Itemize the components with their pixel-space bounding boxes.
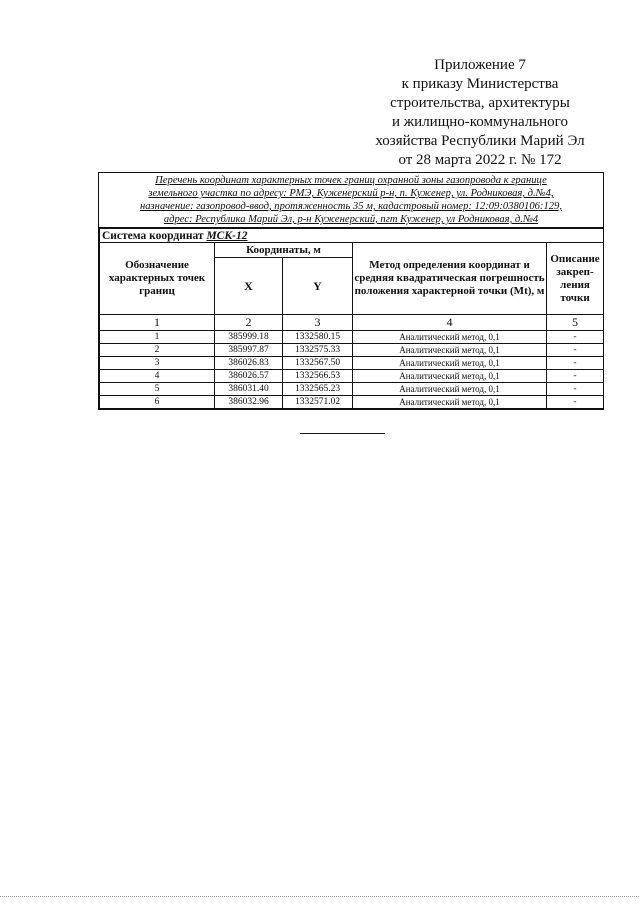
table-row [100,370,604,383]
cell-point: 6 [100,396,215,409]
cell-x: 385999.18 [215,331,283,344]
closing-rule [300,433,385,434]
zone-description [99,173,603,228]
cell-method: Аналитический метод, 0,1 [353,370,547,383]
table-row [100,331,604,344]
description-line: Перечень координат характерных точек границ охранной зоны газопровода к границе [155,175,547,186]
cell-y: 1332580.15 [283,331,353,344]
appendix-line: и жилищно-коммунального [392,114,568,130]
description-line: назначение: газопровод-ввод, протяженность 35 м, кадастровый номер: 12:09:0380106:129, [140,201,562,212]
coordinate-system [100,229,604,243]
header-coordinates: Координаты, м [215,243,353,258]
cell-fix: - [547,331,604,344]
cell-fix: - [547,357,604,370]
cell-x: 386026.83 [215,357,283,370]
cell-point: 4 [100,370,215,383]
cell-fix: - [547,383,604,396]
cell-fix: - [547,396,604,409]
cell-method: Аналитический метод, 0,1 [353,344,547,357]
coordinate-system-value: МСК-12 [206,229,248,242]
table-row [100,383,604,396]
column-number: 2 [215,315,283,331]
cell-y: 1332566.53 [283,370,353,383]
cell-y: 1332565.23 [283,383,353,396]
coordinate-system-label: Система координат [102,229,204,242]
cell-method: Аналитический метод, 0,1 [353,383,547,396]
table-row [100,357,604,370]
cell-y: 1332567.50 [283,357,353,370]
page-bottom-edge [0,896,639,897]
appendix-line: Приложение 7 [434,57,526,73]
column-number: 3 [283,315,353,331]
header-x: X [215,258,283,315]
appendix-line: к приказу Министерства [401,76,559,92]
cell-fix: - [547,344,604,357]
header-method: Метод определения координат и средняя квадратическая погрешность положения характерной точки (Mt), м [353,243,547,315]
cell-y: 1332575.33 [283,344,353,357]
cell-method: Аналитический метод, 0,1 [353,331,547,344]
appendix-header [330,56,630,170]
coordinates-document-frame [98,172,604,410]
cell-point: 1 [100,331,215,344]
cell-x: 386031.40 [215,383,283,396]
cell-method: Аналитический метод, 0,1 [353,357,547,370]
cell-point: 3 [100,357,215,370]
header-description: Описание закреп-ления точки [547,243,604,315]
header-point: Обозначение характерных точек границ [100,243,215,315]
appendix-line: от 28 марта 2022 г. № 172 [398,152,562,168]
cell-method: Аналитический метод, 0,1 [353,396,547,409]
column-number: 5 [547,315,604,331]
table-row [100,344,604,357]
description-line: земельного участка по адресу: РМЭ, Куженерский р-н, п. Куженер, ул. Родниковая, д.№4, [148,188,554,199]
cell-x: 385997.87 [215,344,283,357]
description-line: адрес: Республика Марий Эл, р-н Куженерский, пгт Куженер, ул Родниковая, д.№4 [163,214,539,225]
header-y: Y [283,258,353,315]
cell-point: 5 [100,383,215,396]
column-number: 1 [100,315,215,331]
cell-y: 1332571.02 [283,396,353,409]
coordinates-table [99,228,604,409]
cell-x: 386026.57 [215,370,283,383]
cell-x: 386032.96 [215,396,283,409]
column-number: 4 [353,315,547,331]
table-row [100,396,604,409]
appendix-line: строительства, архитектуры [390,95,570,111]
cell-point: 2 [100,344,215,357]
cell-fix: - [547,370,604,383]
column-numbers-row [100,315,604,331]
appendix-line: хозяйства Республики Марий Эл [375,133,585,149]
